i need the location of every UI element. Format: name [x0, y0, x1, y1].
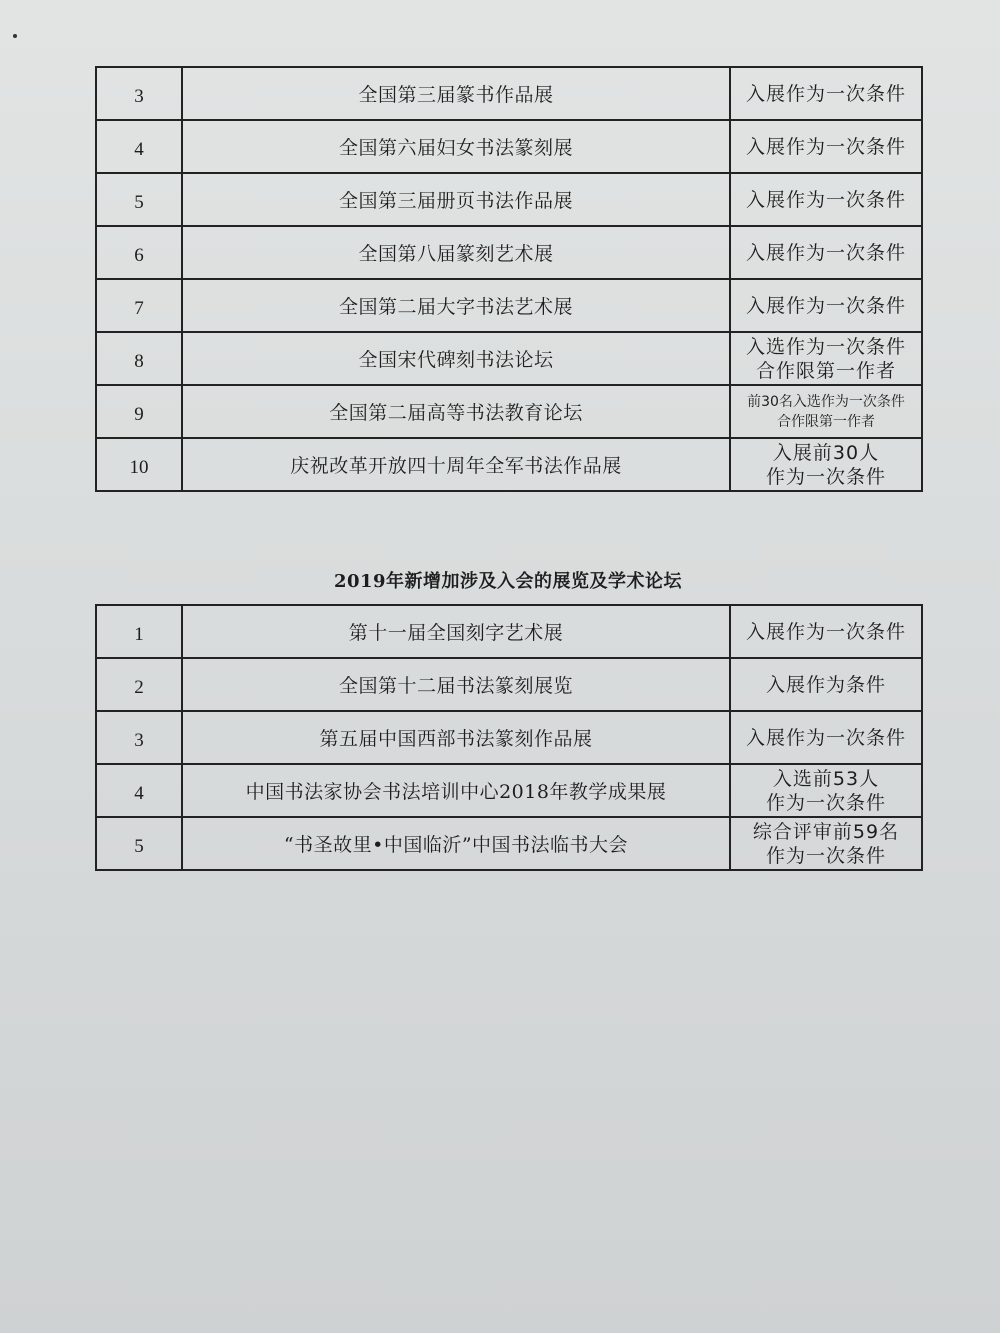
event-name: 第五届中国西部书法篆刻作品展 — [182, 711, 730, 764]
condition-line: 入展作为条件 — [765, 673, 886, 696]
event-name: 全国第十二届书法篆刻展览 — [182, 658, 730, 711]
table-row — [96, 279, 922, 332]
row-number: 1 — [96, 605, 182, 658]
table-row — [96, 332, 922, 385]
section-title: 2019年新增加涉及入会的展览及学术论坛 — [333, 571, 683, 592]
event-name: 全国宋代碑刻书法论坛 — [182, 332, 730, 385]
condition-line: 作为一次条件 — [765, 844, 886, 867]
row-number: 3 — [96, 67, 182, 120]
row-number: 9 — [96, 385, 182, 438]
event-name: 中国书法家协会书法培训中心2018年教学成果展 — [182, 764, 730, 817]
page-speck — [13, 34, 17, 38]
event-name: 全国第二届大字书法艺术展 — [182, 279, 730, 332]
condition-line: 入展作为一次条件 — [745, 82, 906, 105]
row-number: 6 — [96, 226, 182, 279]
table-row — [96, 438, 922, 491]
condition-line: 合作限第一作者 — [777, 413, 875, 430]
admission-condition — [730, 605, 922, 658]
row-number: 10 — [96, 438, 182, 491]
table-row — [96, 817, 922, 870]
row-number: 4 — [96, 764, 182, 817]
row-number: 7 — [96, 279, 182, 332]
condition-line: 入展前30人 — [772, 441, 880, 464]
admission-condition — [730, 711, 922, 764]
condition-line: 入展作为一次条件 — [745, 241, 906, 264]
event-name: 全国第三届篆书作品展 — [182, 67, 730, 120]
admission-condition — [730, 226, 922, 279]
row-number: 5 — [96, 173, 182, 226]
admission-condition — [730, 817, 922, 870]
event-name: 全国第三届册页书法作品展 — [182, 173, 730, 226]
condition-line: 综合评审前59名 — [752, 820, 900, 843]
table-body — [96, 67, 922, 491]
admission-condition — [730, 332, 922, 385]
event-name: 全国第八届篆刻艺术展 — [182, 226, 730, 279]
table-row — [96, 226, 922, 279]
row-number: 8 — [96, 332, 182, 385]
condition-line: 入展作为一次条件 — [745, 188, 906, 211]
row-number: 3 — [96, 711, 182, 764]
condition-line: 入展作为一次条件 — [745, 620, 906, 643]
condition-line: 前30名入选作为一次条件 — [747, 393, 905, 410]
table-row — [96, 385, 922, 438]
table-row — [96, 605, 922, 658]
exhibition-table-continued — [95, 66, 923, 492]
table-row — [96, 173, 922, 226]
event-name: 第十一届全国刻字艺术展 — [182, 605, 730, 658]
event-name: 全国第六届妇女书法篆刻展 — [182, 120, 730, 173]
condition-line: 作为一次条件 — [765, 465, 886, 488]
new-exhibition-table — [95, 604, 923, 871]
admission-condition — [730, 279, 922, 332]
table-row — [96, 67, 922, 120]
condition-line: 入展作为一次条件 — [745, 294, 906, 317]
event-name: “书圣故里•中国临沂”中国书法临书大会 — [182, 817, 730, 870]
admission-condition — [730, 438, 922, 491]
condition-line: 入选作为一次条件 — [745, 335, 906, 358]
condition-line: 入展作为一次条件 — [745, 135, 906, 158]
condition-line: 合作限第一作者 — [755, 359, 896, 382]
condition-line: 作为一次条件 — [765, 791, 886, 814]
condition-line: 入展作为一次条件 — [745, 726, 906, 749]
table-row — [96, 658, 922, 711]
admission-condition — [730, 120, 922, 173]
event-name: 庆祝改革开放四十周年全军书法作品展 — [182, 438, 730, 491]
admission-condition — [730, 764, 922, 817]
admission-condition — [730, 658, 922, 711]
admission-condition — [730, 67, 922, 120]
table-row — [96, 711, 922, 764]
row-number: 4 — [96, 120, 182, 173]
event-name: 全国第二届高等书法教育论坛 — [182, 385, 730, 438]
table-body — [96, 605, 922, 870]
table-row — [96, 120, 922, 173]
row-number: 5 — [96, 817, 182, 870]
row-number: 2 — [96, 658, 182, 711]
table-row — [96, 764, 922, 817]
admission-condition — [730, 385, 922, 438]
admission-condition — [730, 173, 922, 226]
condition-line: 入选前53人 — [772, 767, 880, 790]
